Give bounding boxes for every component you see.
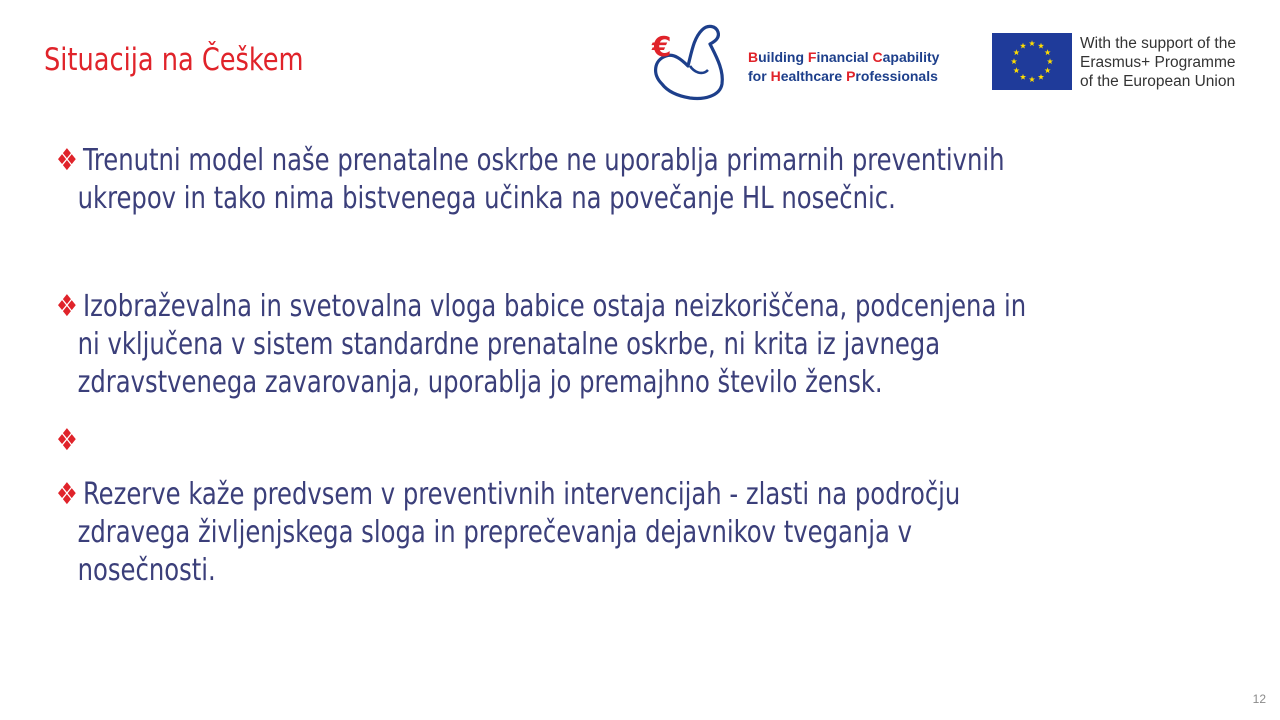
flexed-arm-icon [644,20,744,104]
eu-star-icon [1047,58,1053,64]
slide-title: Situacija na Češkem [44,42,304,78]
eu-support-text [1080,34,1236,91]
bullet-item: ❖ Rezerve kaže predvsem v preventivnih intervencijah - zlasti na področju zdravega življenjskega sloga in preprečevanja dejavnikov tveganja v nosečnosti. [56,477,961,588]
bullet-item-empty [56,422,1118,460]
eu-star-icon [1038,43,1044,49]
bfc-line-1: Building Financial Capability [748,49,940,65]
eu-star-icon [1045,49,1051,55]
euro-symbol: € [652,30,672,63]
eu-line: With the support of the [1080,35,1236,52]
bullet-item: ❖ Trenutni model naše prenatalne oskrbe ne uporablja primarnih preventivnih ukrepov in tako nima bistvenega učinka na povečanje HL nosečnic. [56,143,1005,216]
eu-star-icon [1013,49,1019,55]
bfc-logo-text [748,48,939,86]
eu-line: of the European Union [1080,73,1236,90]
eu-flag-icon [992,33,1072,90]
diamond-bullet-icon: ❖ [56,477,78,512]
eu-star-icon [1020,43,1026,49]
bfc-logo [644,20,964,104]
diamond-bullet-icon: ❖ [56,143,78,178]
eu-star-icon [1029,40,1035,46]
eu-star-icon [1029,76,1035,82]
eu-star-icon [1045,67,1051,73]
diamond-bullet-icon: ❖ [56,289,78,324]
eu-line: Erasmus+ Programme [1080,54,1236,71]
eu-star-icon [1020,74,1026,80]
bullet-item: ❖ Izobraževalna in svetovalna vloga babice ostaja neizkoriščena, podcenjena in ni vključena v sistem standardne prenatalne oskrbe, ni krita iz javnega zdravstvenega zavarovanja, uporablja jo premajhno število žensk. [56,289,1027,400]
page-number: 12 [1252,692,1266,706]
eu-star-icon [1038,74,1044,80]
eu-star-icon [1013,67,1019,73]
bfc-line-2: for Healthcare Professionals [748,68,938,84]
eu-stars-icon [992,33,1072,90]
diamond-bullet-icon: ❖ [56,423,78,458]
eu-star-icon [1011,58,1017,64]
